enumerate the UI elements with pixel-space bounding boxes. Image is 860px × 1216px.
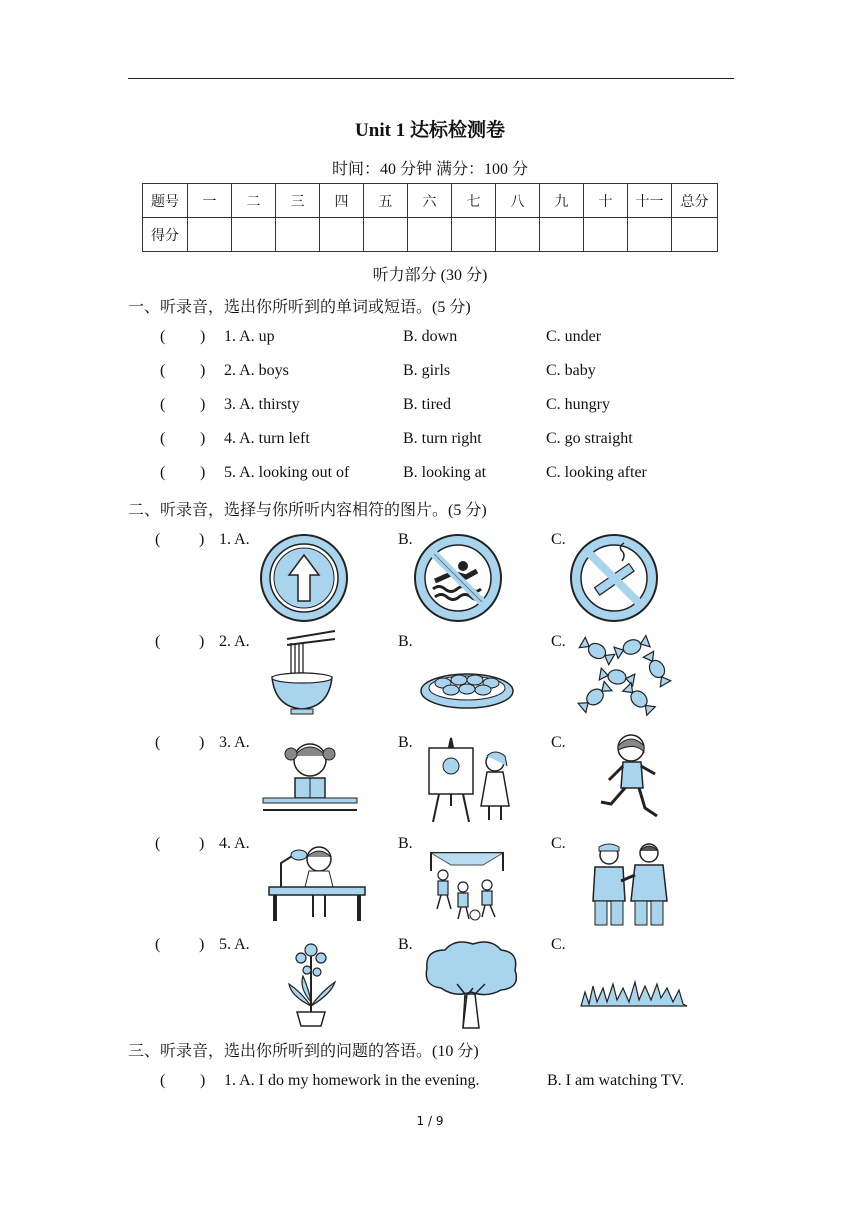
option-b: B. looking at	[403, 464, 487, 481]
score-input-cell[interactable]	[320, 218, 364, 252]
option-a: 1. A. I do my homework in the evening.	[224, 1072, 480, 1089]
answer-paren-left[interactable]: (	[160, 1072, 166, 1089]
score-input-cell[interactable]	[540, 218, 584, 252]
list-item	[155, 835, 715, 935]
girl-painting-icon[interactable]	[423, 736, 515, 824]
option-c: C. looking after	[546, 464, 647, 481]
option-a: 4. A. turn left	[224, 430, 310, 447]
tree-icon[interactable]	[421, 938, 521, 1030]
option-c: C. go straight	[546, 430, 633, 447]
table-cell: 十一	[628, 184, 672, 218]
option-a-label: 3. A.	[219, 734, 250, 751]
girl-reading-icon[interactable]	[261, 738, 359, 816]
score-input-cell[interactable]	[188, 218, 232, 252]
option-a-label: 4. A.	[219, 835, 250, 852]
option-b-label: B.	[398, 835, 413, 852]
kids-playing-football-icon[interactable]	[421, 847, 513, 925]
option-a: 3. A. thirsty	[224, 396, 300, 413]
no-smoking-sign-icon[interactable]	[567, 531, 661, 625]
option-b-label: B.	[398, 936, 413, 953]
answer-paren-left[interactable]: (	[160, 396, 166, 413]
option-b-label: B.	[398, 734, 413, 751]
answer-paren-right[interactable]: )	[199, 633, 205, 650]
table-cell: 总分	[672, 184, 718, 218]
table-cell: 六	[408, 184, 452, 218]
answer-paren-right[interactable]: )	[200, 396, 206, 413]
noodles-bowl-icon[interactable]	[267, 629, 337, 717]
score-input-cell[interactable]	[628, 218, 672, 252]
list-item	[160, 430, 760, 452]
list-item	[155, 936, 715, 1036]
exam-info: 时间：40 分钟 满分：100 分	[331, 161, 528, 178]
table-cell: 一	[188, 184, 232, 218]
table-cell: 三	[276, 184, 320, 218]
answer-paren-right[interactable]: )	[200, 1072, 206, 1089]
table-cell: 得分	[143, 218, 188, 252]
listening-part-heading: 听力部分 (30 分)	[372, 267, 488, 284]
score-input-cell[interactable]	[452, 218, 496, 252]
answer-paren-right[interactable]: )	[200, 430, 206, 447]
score-input-cell[interactable]	[408, 218, 452, 252]
answer-paren-left[interactable]: (	[155, 734, 161, 751]
top-rule	[128, 78, 734, 79]
go-straight-sign-icon[interactable]	[257, 531, 351, 625]
grass-icon[interactable]	[579, 966, 689, 1014]
option-a-label: 5. A.	[219, 936, 250, 953]
score-input-cell[interactable]	[276, 218, 320, 252]
option-a: 1. A. up	[224, 328, 275, 345]
answer-paren-right[interactable]: )	[200, 328, 206, 345]
list-item	[155, 531, 715, 631]
list-item	[160, 396, 760, 418]
girl-running-icon[interactable]	[595, 732, 665, 824]
list-item	[155, 734, 715, 834]
cookies-plate-icon[interactable]	[419, 661, 515, 711]
page-number: 1 / 9	[416, 1114, 444, 1128]
score-table	[142, 183, 718, 252]
candies-icon[interactable]	[577, 633, 673, 719]
option-c-label: C.	[551, 531, 566, 548]
table-cell: 十	[584, 184, 628, 218]
option-c-label: C.	[551, 835, 566, 852]
table-cell: 七	[452, 184, 496, 218]
option-b: B. down	[403, 328, 458, 345]
answer-paren-right[interactable]: )	[199, 936, 205, 953]
table-cell: 题号	[143, 184, 188, 218]
option-a: 5. A. looking out of	[224, 464, 350, 481]
answer-paren-right[interactable]: )	[200, 464, 206, 481]
table-cell: 八	[496, 184, 540, 218]
answer-paren-left[interactable]: (	[155, 531, 161, 548]
option-b: B. turn right	[403, 430, 482, 447]
answer-paren-left[interactable]: (	[160, 362, 166, 379]
option-c-label: C.	[551, 734, 566, 751]
list-item	[160, 362, 760, 384]
two-men-talking-icon[interactable]	[585, 841, 675, 927]
option-c: C. baby	[546, 362, 596, 379]
answer-paren-right[interactable]: )	[200, 362, 206, 379]
option-b: B. girls	[403, 362, 451, 379]
score-table-header-row	[143, 184, 718, 218]
list-item	[160, 328, 760, 350]
answer-paren-left[interactable]: (	[160, 464, 166, 481]
score-table-score-row	[143, 218, 718, 252]
list-item	[155, 633, 715, 733]
option-b: B. tired	[403, 396, 451, 413]
page-title: Unit 1 达标检测卷	[355, 120, 505, 141]
answer-paren-left[interactable]: (	[155, 936, 161, 953]
flower-pot-icon[interactable]	[281, 936, 341, 1028]
score-input-cell[interactable]	[496, 218, 540, 252]
answer-paren-left[interactable]: (	[160, 328, 166, 345]
no-swimming-sign-icon[interactable]	[411, 531, 505, 625]
section2-heading: 二、听录音，选择与你所听内容相符的图片。(5 分)	[128, 502, 487, 519]
table-cell: 九	[540, 184, 584, 218]
option-c: C. hungry	[546, 396, 610, 413]
table-cell: 二	[232, 184, 276, 218]
option-b: B. I am watching TV.	[547, 1072, 685, 1089]
section3-heading: 三、听录音，选出你所听到的问题的答语。(10 分)	[128, 1043, 479, 1060]
option-a-label: 1. A.	[219, 531, 250, 548]
score-input-cell[interactable]	[584, 218, 628, 252]
option-a-label: 2. A.	[219, 633, 250, 650]
option-c-label: C.	[551, 936, 566, 953]
table-cell: 四	[320, 184, 364, 218]
option-a: 2. A. boys	[224, 362, 289, 379]
option-b-label: B.	[398, 531, 413, 548]
answer-paren-right[interactable]: )	[199, 835, 205, 852]
answer-paren-right[interactable]: )	[199, 734, 205, 751]
option-c: C. under	[546, 328, 602, 345]
score-input-cell[interactable]	[232, 218, 276, 252]
option-c-label: C.	[551, 633, 566, 650]
section1-heading: 一、听录音，选出你所听到的单词或短语。(5 分)	[128, 299, 471, 316]
answer-paren-left[interactable]: (	[155, 633, 161, 650]
answer-paren-right[interactable]: )	[199, 531, 205, 548]
girl-studying-at-desk-icon[interactable]	[267, 843, 367, 923]
list-item	[160, 1072, 760, 1094]
table-cell: 五	[364, 184, 408, 218]
score-input-cell[interactable]	[672, 218, 718, 252]
list-item	[160, 464, 760, 486]
answer-paren-left[interactable]: (	[155, 835, 161, 852]
score-input-cell[interactable]	[364, 218, 408, 252]
answer-paren-left[interactable]: (	[160, 430, 166, 447]
option-b-label: B.	[398, 633, 413, 650]
